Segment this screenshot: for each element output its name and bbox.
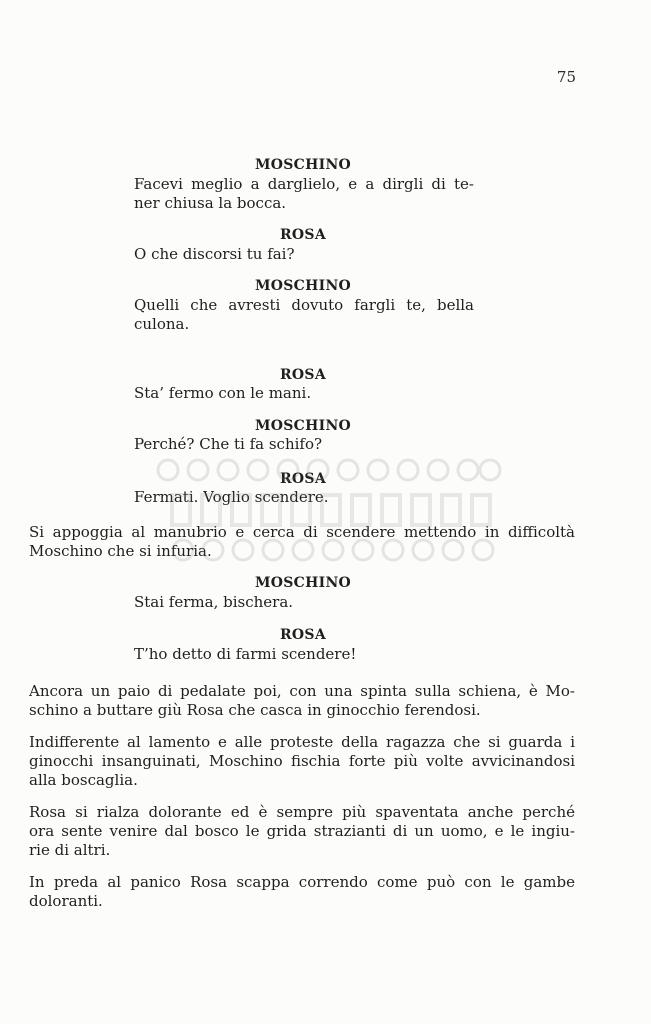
speaker-name: ROSA — [279, 471, 326, 487]
stage-direction-line: rie di altri. — [29, 841, 111, 859]
dialogue-line: culona. — [134, 315, 190, 333]
speaker-name: MOSCHINO — [254, 157, 352, 173]
stage-direction — [29, 873, 575, 911]
stage-direction — [29, 682, 575, 720]
stage-direction-line: Indifferente al lamento e alle proteste della ragazza che si guarda i — [29, 733, 575, 751]
dialogue-line: Fermati. Voglio scendere. — [134, 488, 329, 506]
speaker-name: MOSCHINO — [254, 278, 352, 294]
speaker-name: MOSCHINO — [254, 575, 352, 591]
dialogue-text — [134, 296, 474, 334]
stage-direction-line: doloranti. — [29, 892, 103, 910]
stage-direction-line: Rosa si rialza dolorante ed è sempre più spaventata anche perché — [29, 803, 575, 821]
stage-direction — [29, 803, 575, 860]
dialogue-line: ner chiusa la bocca. — [134, 194, 287, 212]
dialogue-text — [134, 384, 474, 403]
speaker-name: MOSCHINO — [254, 418, 352, 434]
page-number: 75 — [556, 68, 576, 86]
dialogue-text — [134, 175, 474, 213]
stage-direction — [29, 733, 575, 790]
dialogue-text — [134, 593, 474, 612]
dialogue-text — [134, 245, 474, 264]
stage-direction-line: Ancora un paio di pedalate poi, con una spinta sulla schiena, è Mo- — [29, 682, 575, 700]
dialogue-line: Quelli che avresti dovuto fargli te, bella — [134, 296, 474, 314]
dialogue-line: Stai ferma, bischera. — [134, 593, 294, 611]
dialogue-line: Sta’ fermo con le mani. — [134, 384, 312, 402]
dialogue-text — [134, 645, 474, 664]
stage-direction-line: alla boscaglia. — [29, 771, 138, 789]
speaker-name: ROSA — [279, 627, 326, 643]
dialogue-line: Perché? Che ti fa schifo? — [134, 435, 323, 453]
stage-direction-line: Moschino che si infuria. — [29, 542, 212, 560]
speaker-name: ROSA — [279, 367, 326, 383]
stage-direction-line: Si appoggia al manubrio e cerca di scendere mettendo in difficoltà — [29, 523, 575, 541]
stage-direction-line: schino a buttare giù Rosa che casca in ginocchio ferendosi. — [29, 701, 481, 719]
speaker-name: ROSA — [279, 227, 326, 243]
stage-direction-line: ora sente venire dal bosco le grida strazianti di un uomo, e le ingiu- — [29, 822, 575, 840]
stage-direction-line: ginocchi insanguinati, Moschino fischia forte più volte avvicinandosi — [29, 752, 575, 770]
dialogue-text — [134, 435, 474, 454]
watermark-pattern — [150, 455, 505, 575]
dialogue-line: Facevi meglio a darglielo, e a dirgli di te- — [134, 175, 474, 193]
stage-direction-line: In preda al panico Rosa scappa correndo come può con le gambe — [29, 873, 575, 891]
dialogue-line: O che discorsi tu fai? — [134, 245, 295, 263]
dialogue-line: T’ho detto di farmi scendere! — [134, 645, 357, 663]
